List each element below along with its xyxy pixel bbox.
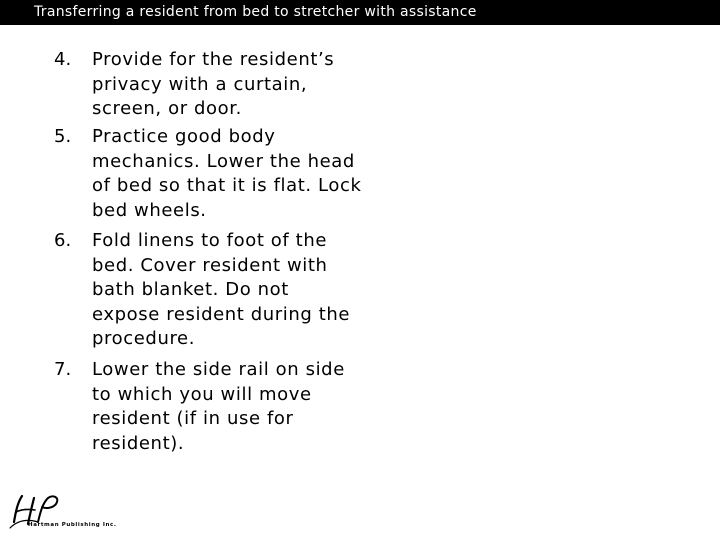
step-number: 7. <box>54 359 72 380</box>
logo-wordmark: Hartman Publishing Inc. <box>28 522 117 528</box>
step-text: Practice good body mechanics. Lower the head of bed so that it is flat. Lock bed wheels. <box>92 126 362 221</box>
step-text: Provide for the resident’s privacy with a curtain, screen, or door. <box>92 49 335 119</box>
title-bar <box>0 0 720 25</box>
step-number: 4. <box>54 49 72 70</box>
step-number: 6. <box>54 230 72 251</box>
slide-title: Transferring a resident from bed to stretcher with assistance <box>34 4 477 20</box>
step-text: Lower the side rail on side to which you will move resident (if in use for resident). <box>92 359 345 454</box>
step-text: Fold linens to foot of the bed. Cover resident with bath blanket. Do not expose resident during the procedure. <box>92 230 351 349</box>
hartman-publishing-logo <box>8 492 117 532</box>
step-number: 5. <box>54 126 72 147</box>
